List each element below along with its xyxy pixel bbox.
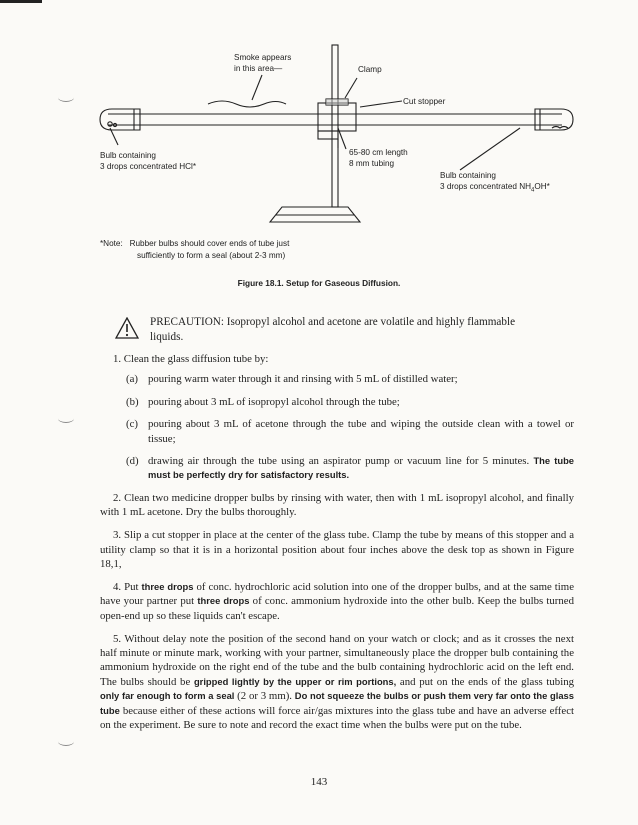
figure-note xyxy=(100,238,289,261)
label-bulb-hcl: Bulb containing 3 drops concentrated HCl* xyxy=(100,151,197,171)
step-1a-text: pouring warm water through it and rinsing with 5 mL of distilled water; xyxy=(148,373,458,386)
step-1d-text: drawing air through the tube using an aspirator pump or vacuum line for 5 minutes. xyxy=(148,455,530,468)
step-2: 2. Clean two medicine dropper bulbs by rinsing with water, then with 1 mL isopropyl alcohol, and finally with 1 mL acetone. Dry the bulbs thoroughly. xyxy=(100,491,574,519)
label-tubing: 65-80 cm length 8 mm tubing xyxy=(349,148,408,168)
step-1b-letter: (b) xyxy=(126,395,139,408)
step-5-emphasis-3: Do not squeeze the bulbs or push them very far onto the glass tube xyxy=(100,690,574,716)
step-1d-emphasis: The tube must be perfectly dry for satisfactory results. xyxy=(148,455,575,481)
step-4-part-a: 4. Put xyxy=(113,580,142,593)
step-1a xyxy=(100,372,574,386)
label-cut-stopper: Cut stopper xyxy=(403,97,446,106)
step-1d-letter: (d) xyxy=(126,455,139,468)
step-5-part-e: because either of these actions will force air/gas mixtures into the glass tube and have an adverse effect on the experiment. Be sure to note and record the exact time when the bulbs were put on the tube. xyxy=(100,704,574,732)
step-1a-letter: (a) xyxy=(126,373,138,386)
step-1b-text: pouring about 3 mL of isopropyl alcohol through the tube; xyxy=(148,395,400,408)
step-1: 1. Clean the glass diffusion tube by: xyxy=(113,353,269,365)
step-1c-letter: (c) xyxy=(126,418,138,431)
precaution-text: PRECAUTION: Isopropyl alcohol and acetone are volatile and highly flammable liquids. xyxy=(150,316,516,343)
step-4 xyxy=(100,580,574,623)
step-5-part-a: 5. Without delay note the position of the second hand on your watch or clock; and as it crosses the next half minute or minute mark, working with your partner, simultaneously place the dropper bulb containing the ammonium hydroxide on the right end of the tube and the bulb containing hydrochloric acid on the left end. The bulbs should be xyxy=(100,632,574,688)
label-smoke xyxy=(234,53,291,74)
figure-caption: Figure 18.1. Setup for Gaseous Diffusion. xyxy=(237,278,401,288)
step-5-part-c: and put on the ends of the glass tubing xyxy=(396,675,575,688)
step-1d xyxy=(100,454,574,483)
step-4-emphasis-1: three drops xyxy=(141,580,194,592)
step-1c xyxy=(100,417,574,446)
step-1c-text: pouring about 3 mL of acetone through the tube and wiping the outside clean with a towel or tissue; xyxy=(148,418,574,445)
note-line-1: Rubber bulbs should cover ends of tube just xyxy=(129,239,290,248)
label-bulb-nh4oh xyxy=(440,171,550,196)
label-smoke-text: Smoke appears in this area— xyxy=(234,53,292,73)
note-line-2: sufficiently to form a seal (about 2-3 mm) xyxy=(137,250,286,260)
precaution-block xyxy=(115,315,545,345)
label-bulb-nh4oh-sub: 4 xyxy=(531,187,535,194)
step-1b xyxy=(100,395,574,409)
warning-triangle-icon xyxy=(115,317,139,339)
binder-hole-mark xyxy=(58,93,74,102)
binder-hole-mark xyxy=(58,414,74,423)
step-5-emphasis-1: gripped lightly by the upper or rim portions, xyxy=(193,675,397,687)
label-clamp: Clamp xyxy=(358,65,382,74)
procedure-body xyxy=(100,352,574,741)
note-label: *Note: xyxy=(100,239,123,248)
label-bulb-nh4oh-prefix: Bulb containing 3 drops concentrated NH xyxy=(440,171,532,191)
binder-hole-mark xyxy=(58,737,74,746)
step-4-part-c: of conc. hydrochloric acid solution into one of the dropper bulbs, and at the same time have your partner put xyxy=(100,580,574,608)
step-3: 3. Slip a cut stopper in place at the center of the glass tube. Clamp the tube by means of this stopper and a utility clamp so that it is in a horizontal position about four inches above the desk top as shown in Figure 18,1, xyxy=(100,529,574,570)
page-number: 143 xyxy=(310,776,328,788)
diffusion-apparatus-figure xyxy=(0,0,638,240)
step-5 xyxy=(100,632,574,733)
step-4-part-d: of conc. ammonium hydroxide into the other bulb. Keep the bulbs turned open-end up so these liquids can't escape. xyxy=(100,595,574,622)
step-4-emphasis-2: three drops xyxy=(197,595,250,607)
step-5-emphasis-2: only far enough to form a seal xyxy=(100,690,235,702)
step-5-part-d: (2 or 3 mm). xyxy=(234,690,295,703)
label-bulb-nh4oh-suffix: OH* xyxy=(534,181,550,191)
